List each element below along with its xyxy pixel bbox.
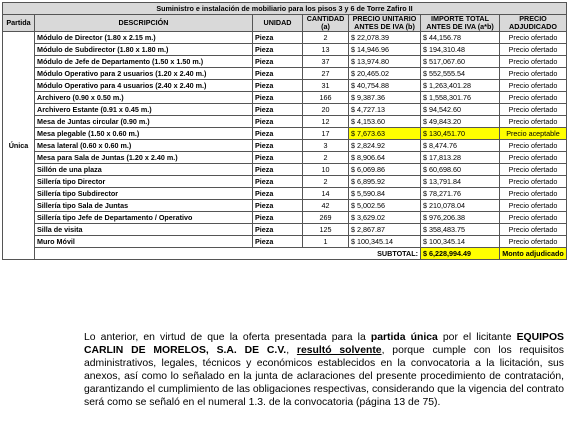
unit-cell: Pieza	[253, 188, 303, 200]
total-cell: $ 1,558,301.76	[421, 92, 500, 104]
unit-price-cell: $ 2,824.92	[349, 140, 421, 152]
status-cell: Precio ofertado	[500, 236, 567, 248]
paragraph-text: ,	[286, 344, 297, 356]
description-cell: Mesa plegable (1.50 x 0.60 m.)	[35, 128, 253, 140]
partida-cell: Única	[3, 32, 35, 260]
quantity-cell: 14	[303, 188, 349, 200]
status-cell: Precio ofertado	[500, 152, 567, 164]
status-cell: Precio ofertado	[500, 32, 567, 44]
table-row	[3, 44, 567, 56]
unit-price-cell: $ 2,867.87	[349, 224, 421, 236]
quantity-cell: 31	[303, 80, 349, 92]
bids-table	[2, 2, 567, 260]
quantity-cell: 2	[303, 32, 349, 44]
licitante-name: EQUIPOS CARLIN DE MORELOS, S.A. DE C.V.	[84, 332, 564, 356]
unit-cell: Pieza	[253, 116, 303, 128]
unit-cell: Pieza	[253, 80, 303, 92]
unit-cell: Pieza	[253, 140, 303, 152]
table-row	[3, 188, 567, 200]
total-cell: $ 8,474.76	[421, 140, 500, 152]
description-cell: Mesa de Juntas circular (0.90 m.)	[35, 116, 253, 128]
total-cell: $ 94,542.60	[421, 104, 500, 116]
status-cell: Precio ofertado	[500, 140, 567, 152]
header-importe: IMPORTE TOTAL ANTES DE IVA (a*b)	[421, 15, 500, 32]
description-cell: Archivero (0.90 x 0.50 m.)	[35, 92, 253, 104]
table-row	[3, 212, 567, 224]
table-row	[3, 104, 567, 116]
description-cell: Módulo de Director (1.80 x 2.15 m.)	[35, 32, 253, 44]
description-cell: Sillería tipo Sala de Juntas	[35, 200, 253, 212]
unit-price-cell: $ 4,727.13	[349, 104, 421, 116]
description-cell: Mesa para Sala de Juntas (1.20 x 2.40 m.)	[35, 152, 253, 164]
subtotal-value: $ 6,228,994.49	[421, 248, 500, 260]
unit-price-cell: $ 6,895.92	[349, 176, 421, 188]
unit-price-cell: $ 9,387.36	[349, 92, 421, 104]
unit-cell: Pieza	[253, 224, 303, 236]
header-unidad: UNIDAD	[253, 15, 303, 32]
unit-price-cell: $ 5,590.84	[349, 188, 421, 200]
total-cell: $ 78,271.76	[421, 188, 500, 200]
status-cell: Precio aceptable	[500, 128, 567, 140]
resulto-solvente: resultó solvente	[296, 344, 382, 356]
table-row	[3, 80, 567, 92]
table-row	[3, 56, 567, 68]
total-cell: $ 130,451.70	[421, 128, 500, 140]
unit-price-cell: $ 14,946.96	[349, 44, 421, 56]
table-row	[3, 164, 567, 176]
quantity-cell: 1	[303, 236, 349, 248]
status-cell: Precio ofertado	[500, 116, 567, 128]
table-row	[3, 140, 567, 152]
total-cell: $ 17,813.28	[421, 152, 500, 164]
total-cell: $ 976,206.38	[421, 212, 500, 224]
total-cell: $ 517,067.60	[421, 56, 500, 68]
unit-price-cell: $ 100,345.14	[349, 236, 421, 248]
unit-cell: Pieza	[253, 128, 303, 140]
unit-price-cell: $ 20,465.02	[349, 68, 421, 80]
unit-price-cell: $ 5,002.56	[349, 200, 421, 212]
status-cell: Precio ofertado	[500, 104, 567, 116]
table-row	[3, 200, 567, 212]
description-cell: Silla de visita	[35, 224, 253, 236]
status-cell: Precio ofertado	[500, 164, 567, 176]
quantity-cell: 20	[303, 104, 349, 116]
quantity-cell: 37	[303, 56, 349, 68]
description-cell: Sillería tipo Subdirector	[35, 188, 253, 200]
unit-price-cell: $ 22,078.39	[349, 32, 421, 44]
total-cell: $ 49,843.20	[421, 116, 500, 128]
quantity-cell: 269	[303, 212, 349, 224]
description-cell: Sillería tipo Director	[35, 176, 253, 188]
description-cell: Módulo Operativo para 4 usuarios (2.40 x 2.40 m.)	[35, 80, 253, 92]
paragraph-text: Lo anterior, en virtud de que la oferta presentada para la	[84, 332, 371, 343]
subtotal-row	[3, 248, 567, 260]
quantity-cell: 13	[303, 44, 349, 56]
total-cell: $ 210,078.04	[421, 200, 500, 212]
total-cell: $ 194,310.48	[421, 44, 500, 56]
total-cell: $ 1,263,401.28	[421, 80, 500, 92]
bids-table-container	[2, 2, 566, 260]
description-cell: Archivero Estante (0.91 x 0.45 m.)	[35, 104, 253, 116]
unit-cell: Pieza	[253, 44, 303, 56]
status-cell: Precio ofertado	[500, 68, 567, 80]
header-cantidad: CANTIDAD (a)	[303, 15, 349, 32]
total-cell: $ 44,156.78	[421, 32, 500, 44]
paragraph-text: por el licitante	[437, 332, 517, 343]
table-row	[3, 116, 567, 128]
quantity-cell: 17	[303, 128, 349, 140]
quantity-cell: 27	[303, 68, 349, 80]
unit-cell: Pieza	[253, 68, 303, 80]
unit-price-cell: $ 7,673.63	[349, 128, 421, 140]
paragraph-text: , porque cumple con los requisitos administrativos, legales, técnicos y económicos establecidos en la convocatoria a la licitación, sus anexos, así como lo señalado en la junta de aclaraciones del presente procedimiento de contratación, garantizando el cumplimiento de las obligaciones respectivas, considerando que la vigencia del contrato será como se señaló en el numeral 1.3. de la convocatoria (página 13 de 75).	[84, 344, 564, 408]
table-row	[3, 32, 567, 44]
description-cell: Módulo Operativo para 2 usuarios (1.20 x 2.40 m.)	[35, 68, 253, 80]
partida-unica-bold: partida única	[370, 332, 438, 343]
status-cell: Precio ofertado	[500, 200, 567, 212]
description-cell: Módulo de Subdirector (1.80 x 1.80 m.)	[35, 44, 253, 56]
status-cell: Precio ofertado	[500, 56, 567, 68]
unit-price-cell: $ 4,153.60	[349, 116, 421, 128]
quantity-cell: 125	[303, 224, 349, 236]
quantity-cell: 12	[303, 116, 349, 128]
quantity-cell: 3	[303, 140, 349, 152]
quantity-cell: 42	[303, 200, 349, 212]
quantity-cell: 2	[303, 176, 349, 188]
unit-price-cell: $ 3,629.02	[349, 212, 421, 224]
status-cell: Precio ofertado	[500, 188, 567, 200]
description-cell: Módulo de Jefe de Departamento (1.50 x 1.50 m.)	[35, 56, 253, 68]
unit-cell: Pieza	[253, 164, 303, 176]
unit-cell: Pieza	[253, 200, 303, 212]
status-cell: Precio ofertado	[500, 224, 567, 236]
status-cell: Precio ofertado	[500, 80, 567, 92]
quantity-cell: 166	[303, 92, 349, 104]
header-precio-unitario: PRECIO UNITARIO ANTES DE IVA (b)	[349, 15, 421, 32]
unit-price-cell: $ 8,906.64	[349, 152, 421, 164]
total-cell: $ 552,555.54	[421, 68, 500, 80]
unit-price-cell: $ 13,974.80	[349, 56, 421, 68]
table-row	[3, 92, 567, 104]
total-cell: $ 13,791.84	[421, 176, 500, 188]
subtotal-status: Monto adjudicado	[500, 248, 567, 260]
subtotal-label: SUBTOTAL:	[35, 248, 421, 260]
header-precio-adjudicado: PRECIO ADJUDICADO	[500, 15, 567, 32]
table-row	[3, 68, 567, 80]
unit-cell: Pieza	[253, 152, 303, 164]
unit-cell: Pieza	[253, 32, 303, 44]
description-cell: Muro Móvil	[35, 236, 253, 248]
status-cell: Precio ofertado	[500, 212, 567, 224]
description-cell: Mesa lateral (0.60 x 0.60 m.)	[35, 140, 253, 152]
quantity-cell: 10	[303, 164, 349, 176]
total-cell: $ 60,698.60	[421, 164, 500, 176]
unit-cell: Pieza	[253, 104, 303, 116]
unit-price-cell: $ 40,754.88	[349, 80, 421, 92]
total-cell: $ 100,345.14	[421, 236, 500, 248]
quantity-cell: 2	[303, 152, 349, 164]
status-cell: Precio ofertado	[500, 44, 567, 56]
unit-cell: Pieza	[253, 92, 303, 104]
unit-cell: Pieza	[253, 236, 303, 248]
unit-cell: Pieza	[253, 56, 303, 68]
table-row	[3, 176, 567, 188]
unit-cell: Pieza	[253, 212, 303, 224]
total-cell: $ 358,483.75	[421, 224, 500, 236]
table-row	[3, 236, 567, 248]
table-row	[3, 152, 567, 164]
unit-price-cell: $ 6,069.86	[349, 164, 421, 176]
unit-cell: Pieza	[253, 176, 303, 188]
table-row	[3, 128, 567, 140]
header-partida: Partida	[3, 15, 35, 32]
description-cell: Sillón de una plaza	[35, 164, 253, 176]
table-title: Suministro e instalación de mobiliario para los pisos 3 y 6 de Torre Zafiro II	[3, 3, 567, 15]
header-descripcion: DESCRIPCIÓN	[35, 15, 253, 32]
description-cell: Sillería tipo Jefe de Departamento / Operativo	[35, 212, 253, 224]
justification-paragraph	[84, 332, 564, 409]
status-cell: Precio ofertado	[500, 92, 567, 104]
status-cell: Precio ofertado	[500, 176, 567, 188]
table-row	[3, 224, 567, 236]
